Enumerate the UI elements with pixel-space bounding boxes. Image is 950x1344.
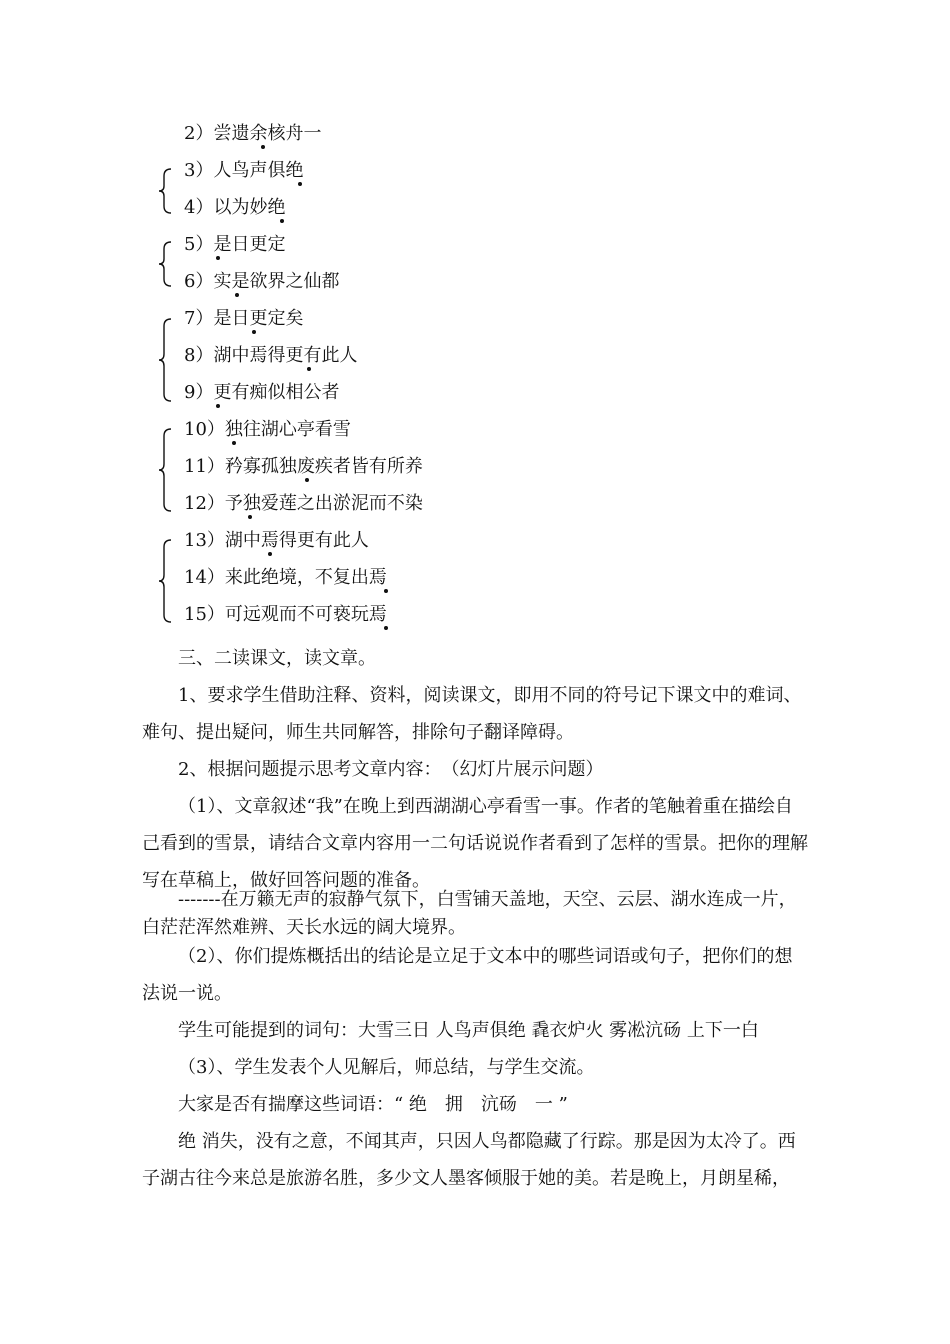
emphasis-dot <box>252 330 256 334</box>
list-item: 7）是日更定矣 <box>184 308 304 329</box>
list-item: 3）人鸟声俱绝 <box>184 160 304 181</box>
list-item: 6）实是欲界之仙都 <box>184 271 340 292</box>
list-item: 11）矜寡孤独废疾者皆有所养 <box>184 456 423 477</box>
list-item: 9）更有痴似相公者 <box>184 382 340 403</box>
emphasis-dot <box>384 589 388 593</box>
paragraph: 大家是否有揣摩这些词语：“ 绝 拥 沆砀 一 ” <box>178 1094 568 1115</box>
list-item: 8）湖中焉得更有此人 <box>184 345 358 366</box>
emphasis-dot <box>261 145 265 149</box>
paragraph: 1、要求学生借助注释、资料，阅读课文，即用不同的符号记下课文中的难词、难句、提出疑问，师生共同解答，排除句子翻译障碍。 <box>142 685 802 743</box>
list-item: 12）予独爱莲之出淤泥而不染 <box>184 493 423 514</box>
section-heading: 三、二读课文，读文章。 <box>178 648 376 669</box>
paragraph: 绝 消失，没有之意，不闻其声，只因人鸟都隐藏了行踪。那是因为太冷了。西子湖古往今来总是旅游名胜，多少文人墨客倾服于她的美。若是晚上，月朗星稀， <box>142 1131 796 1189</box>
emphasis-dot <box>305 478 309 482</box>
question: （2）、你们提炼概括出的结论是立足于文本中的哪些词语或句子，把你们的想法说一说。 <box>142 946 793 1004</box>
emphasis-dot <box>298 182 302 186</box>
list-item: 10）独往湖心亭看雪 <box>184 419 351 440</box>
brace-bracket <box>158 318 172 402</box>
emphasis-dot <box>248 515 252 519</box>
emphasis-dot <box>268 552 272 556</box>
list-item: 5）是日更定 <box>184 234 286 255</box>
question: （1）、文章叙述“我”在晚上到西湖湖心亭看雪一事。作者的笔触着重在描绘自己看到的雪景，请结合文章内容用一二句话说说作者看到了怎样的雪景。把你的理解写在草稿上，做好回答问题的准备。 <box>142 796 808 891</box>
emphasis-dot <box>232 441 236 445</box>
list-item: 15）可远观而不可亵玩焉 <box>184 604 387 625</box>
emphasis-dot <box>216 256 220 260</box>
list-item: 14）来此绝境，不复出焉 <box>184 567 387 588</box>
answer: -------在万籁无声的寂静气氛下，白雪铺天盖地，天空、云层、湖水连成一片，白茫茫浑然难辨、天长水远的阔大境界。 <box>142 889 797 938</box>
question: （3）、学生发表个人见解后，师总结，与学生交流。 <box>178 1057 595 1078</box>
brace-bracket <box>158 428 172 512</box>
paragraph: 学生可能提到的词句：大雪三日 人鸟声俱绝 毳衣炉火 雾凇沆砀 上下一白 <box>178 1020 759 1041</box>
brace-bracket <box>158 539 172 623</box>
emphasis-dot <box>307 367 311 371</box>
emphasis-dot <box>280 219 284 223</box>
list-item: 13）湖中焉得更有此人 <box>184 530 369 551</box>
list-item: 4）以为妙绝 <box>184 197 286 218</box>
brace-bracket <box>158 241 172 287</box>
emphasis-dot <box>384 626 388 630</box>
list-item: 2）尝遗余核舟一 <box>184 123 322 144</box>
emphasis-dot <box>235 293 239 297</box>
paragraph: 2、根据问题提示思考文章内容： （幻灯片展示问题） <box>178 759 604 780</box>
emphasis-dot <box>216 404 220 408</box>
brace-bracket <box>158 168 172 214</box>
